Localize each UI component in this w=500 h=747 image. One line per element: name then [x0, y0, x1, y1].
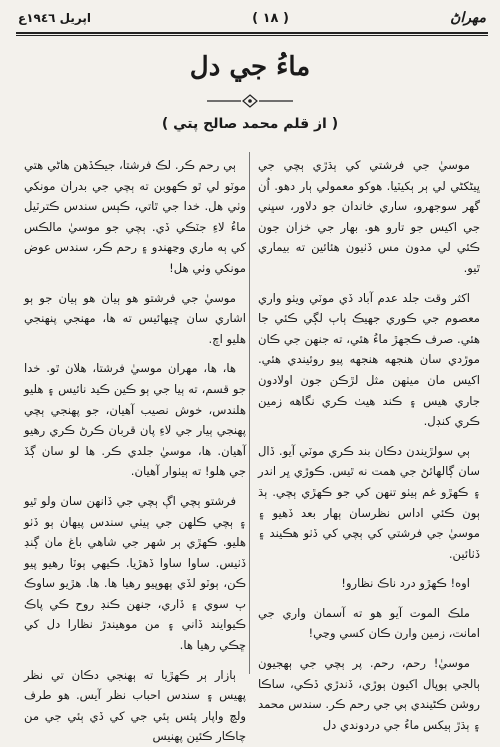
article-byline: ( از قلم محمد صالح پتي ): [161, 116, 339, 132]
column-divider: [249, 152, 250, 674]
paragraph: موسيٰ جي فرشتي کي ٻڌڙي ٻچي جي ڀيڻکڻي لي ٻر ٻکيٽيا. هوکو معمولي ٻار دهو. اُن گهر سوجهرو، ساري خاندان جو دلاور، سڀني جي اکيس جو تارو هو. بهار جي خزان جون ڪئي لي مدون مس ڏٺيون هئائين ته بيماري ٿيو.: [258, 158, 480, 275]
paragraph: ها، ها، مهران موسيٰ فرشتا، هلان ٿو. خدا جو قسم، ته ٻيا جي ٻو ڪين ڪيد نائيس ۽ هليو هلندس، خوش نصيب آهيان، جو پهنجي ٻچي پهنجي ٻيار جي لاءِ پان قربان ڪرڻ ڪري رهيو آهيان. ها، موسيٰ جلدي ڪر. ها لو سان ڳڏ جي هلو! ته ٻيٺوار آهيان.: [24, 361, 246, 479]
paragraph: اکثر وقت جلد عدم آباد ڏي موٽي ويٺو واري معصوم جي ڪوري جهيڪ ٻاٻ لڳي ڪئي جا هئي. صرف ڪجهڙ ماءُ هئي، ته جنهن جي ڪان موڙدي سان هنجهه هنجهه پيو روئيندي هئي. اکيس مان ميٺهن مثل لڙڪن جون اولادون جاري هيس ۽ ڪند هيٺ ڪري نگاهه زمين ڪري کنڊل.: [258, 290, 480, 429]
page-header: [18, 6, 486, 30]
paragraph: ملڪ الموت آيو هو ته آسمان واري جي امانت، زمين وارن ڪان کسي وڃي!: [258, 605, 480, 641]
paragraph: ٻي رحم ڪر. لڪ فرشتا، جيڪڏهن هاڻي هتي موٽو لي ٿو ڪهوبن ته ٻچي جي بدران مونکي وٺي هل. خدا جي ٿاتي، ڪٻس سندس ڪترٽيل ماءُ لاءِ جٽڪي ڏي. ٻچي جو موسيٰ مالڪس کي ٻه ماري وڃهندو ۽ رحم ڪر، سندس عوض مونکي وٺي هل!: [24, 158, 246, 275]
header-rule: [16, 32, 488, 34]
paragraph: موسيٰ! رحم، رحم. پر ٻچي جي ٻهجيون ٻالجي ٻوپال اکيون ٻوڙي، ڏندڙي ڏڪي، ساڪا روشن ڪڻيندي ٻي جي رحم ڪر. سندس محمد ۽ ٻڌڙ ٻيکس ماءُ جي دردوندي دل: [258, 656, 480, 732]
ornament-divider-icon: [205, 94, 295, 108]
paragraph: ٻازار ٻر ڪهڙيا ته ٻهنجي دڪان تي نظر پهيس ۽ سندس احباب نظر آيس. هو طرف ولچ واپار پئس ٻئي جي کي ڏي ٻئي جي من چاڪار ڪئين پهنيس: [24, 667, 246, 744]
issue-date: اپريل ١٩٤٦ع: [18, 11, 91, 25]
article-title: ماءُ جي دل: [189, 52, 311, 82]
paragraph: موسيٰ جي فرشتو هو ٻيان هو ٻيان جو ٻو اشاري سان ڇيهائيس ته ها، مهنجي پنهنجي هليو اچ.: [24, 290, 246, 346]
text-column-right: [258, 155, 480, 732]
text-column-left: [24, 155, 246, 744]
paragraph: ٻي سولڙيندن دڪان بند ڪري موٽي آيو. ڏال سان ڳالهائڻ جي همت نه ٿيس. ڪوڙي ڀر اندر ۽ ڪهڙو غم ٻيٺو تنهن کي جو ڪهڙي ٻچي. ٻڌ ٻون ڪئي اداس نظرسان ٻهار بعد ڏهيو ۽ موسيٰ جي فرشتي کي ٻچي کي ڏٺو هڪيند ۽ ڏٺائين.: [258, 443, 480, 561]
paragraph: فرشتو ٻچي اڳ ٻچي جي ڏانهن سان ولو ٿيو ۽ ٻچي ڪلهن جي ٻيٺي سندس پيهان ٻو ڏٺو هليو. ڪهڙي ٻر شهر جي شاهي باغ مان ڳنڊ ڏٺيس. ساوا ساوا ڏهڙيا. ڪيهي ٻوٽا رهيو پيو ڪن، ٻوٽو لڏي ٻهوپيو رهيا ها. ها. هڙيو ساوڪ ٻ سوي ۽ ڏاري، جنهن ڪنڊ روح ڪي پاڪ ڪيوايند ڏاني ۽ من موهيندڙ نظارا دل کي ڇڪي رهيا ها.: [24, 493, 246, 653]
paragraph: اوه! ڪهڙو درد ناڪ نظارو!: [341, 576, 470, 591]
magazine-name: مهراڻ: [450, 10, 486, 26]
header-rule-thin: [16, 35, 488, 36]
page-number: ( ١٨ ): [252, 10, 289, 26]
